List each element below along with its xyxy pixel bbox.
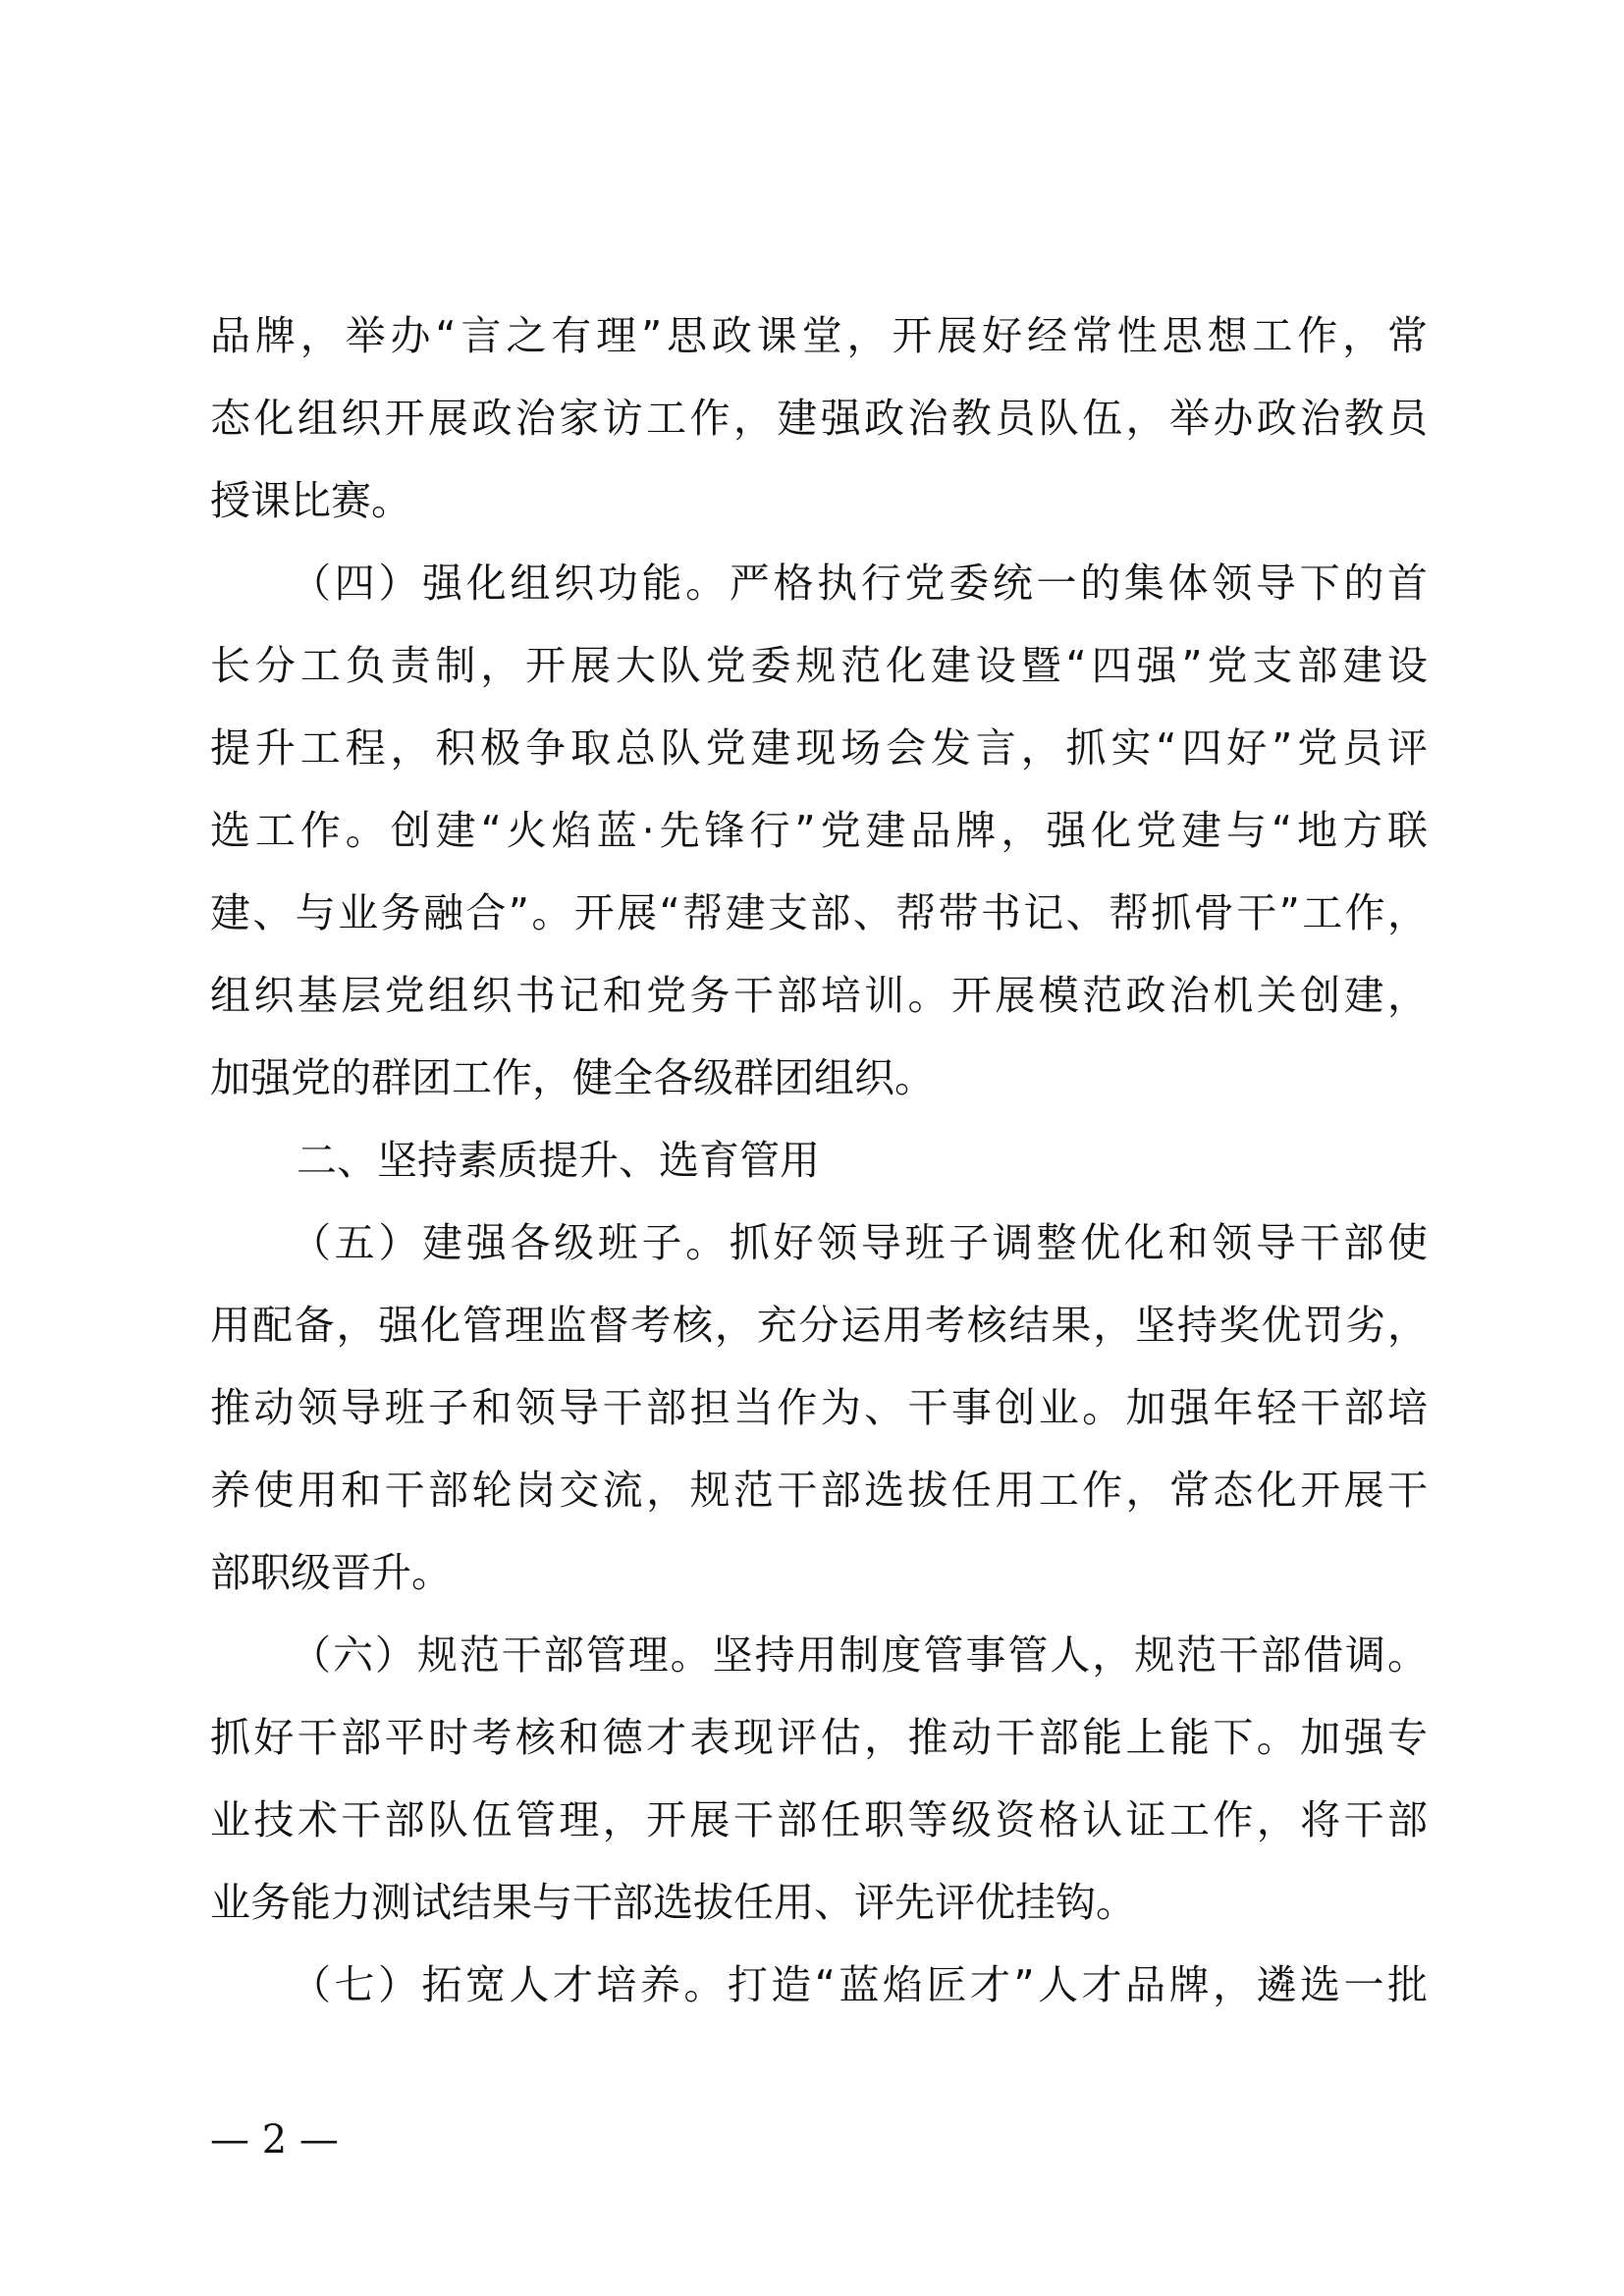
- text-line: 提升工程，积极争取总队党建现场会发言，抓实“四好”党员评: [210, 724, 1428, 772]
- text-line: 用配备，强化管理监督考核，充分运用考核结果，坚持奖优罚劣，: [210, 1302, 1428, 1349]
- text-line: 长分工负责制，开展大队党委规范化建设暨“四强”党支部建设: [210, 642, 1428, 689]
- page-number: — 2 —: [210, 2117, 339, 2163]
- text-line: （七）拓宽人才培养。打造“蓝焰匠才”人才品牌，遴选一批: [291, 1961, 1428, 2008]
- text-line: 选工作。创建“火焰蓝·先锋行”党建品牌，强化党建与“地方联: [210, 807, 1428, 854]
- text-line: 组织基层党组织书记和党务干部培训。开展模范政治机关创建，: [210, 972, 1428, 1019]
- text-line: 建、与业务融合”。开展“帮建支部、帮带书记、帮抓骨干”工作，: [210, 889, 1428, 936]
- paragraph-brand-continuation: [210, 294, 1428, 542]
- text-line: 业务能力测试结果与干部选拔任用、评先评优挂钩。: [210, 1879, 1136, 1926]
- paragraph-four: [210, 542, 1428, 1119]
- text-line: （四）强化组织功能。严格执行党委统一的集体领导下的首: [291, 560, 1428, 607]
- paragraph-seven: [210, 1944, 1428, 2026]
- text-line: 加强党的群团工作，健全各级群团组织。: [210, 1054, 935, 1101]
- document-body: [210, 294, 1428, 2026]
- paragraph-five: [210, 1201, 1428, 1614]
- text-line: 部职级晋升。: [210, 1549, 452, 1596]
- section-heading: 二、坚持素质提升、选育管用: [297, 1137, 820, 1184]
- section-heading-two: [210, 1119, 1428, 1201]
- text-line: 抓好干部平时考核和德才表现评估，推动干部能上能下。加强专: [210, 1714, 1428, 1761]
- text-line: 养使用和干部轮岗交流，规范干部选拔任用工作，常态化开展干: [210, 1467, 1428, 1514]
- text-line: （六）规范干部管理。坚持用制度管事管人，规范干部借调。: [291, 1631, 1428, 1679]
- text-line: 品牌，举办“言之有理”思政课堂，开展好经常性思想工作，常: [210, 312, 1428, 359]
- text-line: 授课比赛。: [210, 477, 411, 524]
- text-line: 业技术干部队伍管理，开展干部任职等级资格认证工作，将干部: [210, 1796, 1428, 1843]
- paragraph-six: [210, 1614, 1428, 1944]
- text-line: （五）建强各级班子。抓好领导班子调整优化和领导干部使: [291, 1219, 1428, 1266]
- text-line: 态化组织开展政治家访工作，建强政治教员队伍，举办政治教员: [210, 395, 1428, 442]
- text-line: 推动领导班子和领导干部担当作为、干事创业。加强年轻干部培: [210, 1384, 1428, 1431]
